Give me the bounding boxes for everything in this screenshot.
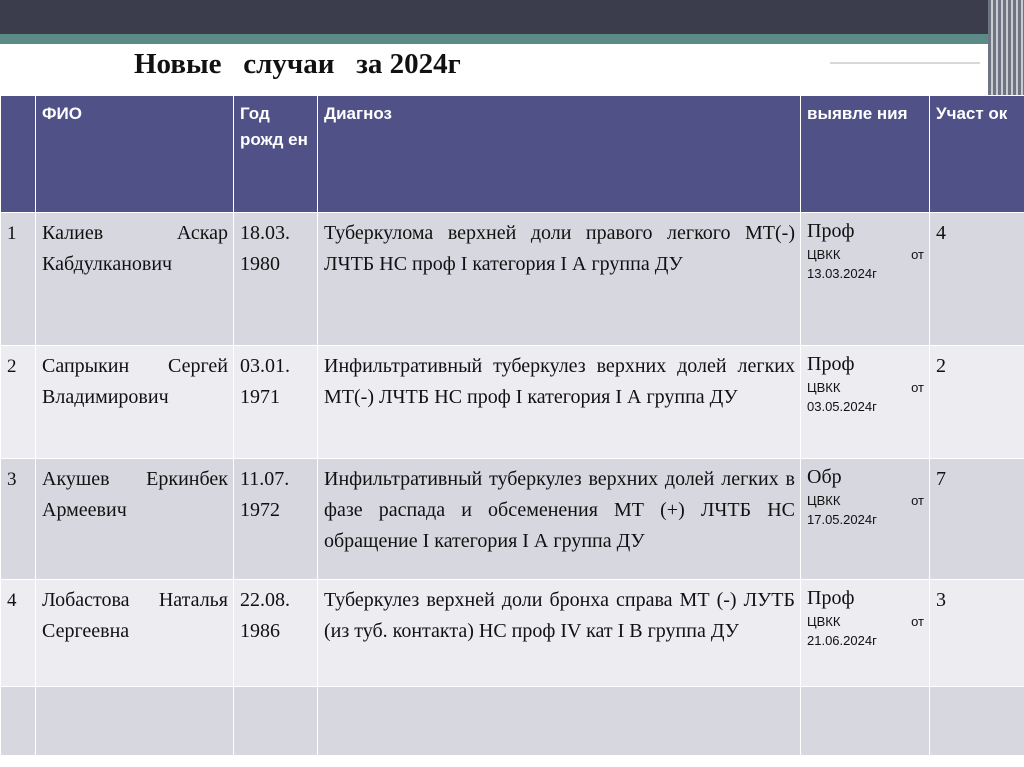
- detection-commission: ЦВКК от: [807, 614, 924, 629]
- patient-name: Калиев Аскар Кабдулканович: [36, 213, 234, 346]
- birth-date: 22.08. 1986: [234, 580, 318, 687]
- diagnosis: Инфильтративный туберкулез верхних долей легких в фазе распада и обсеменения МТ (+) ЛЧТБ НС обращение I категория I А группа ДУ: [318, 459, 801, 580]
- patient-name: Акушев Еркинбек Армеевич: [36, 459, 234, 580]
- detection-cell: [801, 213, 930, 346]
- empty-cell: [318, 687, 801, 756]
- diagnosis: Туберкулез верхней доли бронха справа МТ (-) ЛУТБ (из туб. контакта) НС проф IV кат I В группа ДУ: [318, 580, 801, 687]
- table-row: [1, 213, 1024, 346]
- table-row: [1, 459, 1024, 580]
- teal-decor-band: [0, 34, 1024, 44]
- header-num: [1, 96, 36, 213]
- row-number: 4: [1, 580, 36, 687]
- row-number: 3: [1, 459, 36, 580]
- table-row: [1, 346, 1024, 459]
- detection-type: Проф: [807, 353, 855, 375]
- detection-type: Проф: [807, 587, 855, 609]
- decor-line: [640, 56, 940, 58]
- patient-name: Сапрыкин Сергей Владимирович: [36, 346, 234, 459]
- empty-cell: [234, 687, 318, 756]
- header-district: Участ ок: [930, 96, 1024, 213]
- row-number: 1: [1, 213, 36, 346]
- empty-cell: [801, 687, 930, 756]
- detection-date: 21.06.2024г: [807, 633, 877, 648]
- table-row: [1, 580, 1024, 687]
- header-detection: выявле ния: [801, 96, 930, 213]
- header-fio: ФИО: [36, 96, 234, 213]
- top-decor-bar: [0, 0, 1024, 34]
- decor-line: [610, 52, 950, 54]
- district: 7: [930, 459, 1024, 580]
- diagnosis: Инфильтративный туберкулез верхних долей легких МТ(-) ЛЧТБ НС проф I категория I А группа ДУ: [318, 346, 801, 459]
- detection-type: Обр: [807, 466, 842, 488]
- birth-date: 03.01. 1971: [234, 346, 318, 459]
- empty-cell: [36, 687, 234, 756]
- diagnosis: Туберкулома верхней доли правого легкого МТ(-) ЛЧТБ НС проф I категория I А группа ДУ: [318, 213, 801, 346]
- birth-date: 11.07. 1972: [234, 459, 318, 580]
- detection-commission: ЦВКК от: [807, 380, 924, 395]
- header-birth-year: Год рожд ен: [234, 96, 318, 213]
- header-diagnosis: Диагноз: [318, 96, 801, 213]
- detection-cell: [801, 459, 930, 580]
- decor-line: [830, 62, 980, 64]
- detection-cell: [801, 580, 930, 687]
- empty-row: [1, 687, 1024, 756]
- detection-date: 13.03.2024г: [807, 266, 877, 281]
- detection-cell: [801, 346, 930, 459]
- header-row: [1, 96, 1024, 213]
- detection-type: Проф: [807, 220, 855, 242]
- empty-cell: [1, 687, 36, 756]
- empty-cell: [930, 687, 1024, 756]
- cases-table: [0, 95, 1024, 756]
- district: 4: [930, 213, 1024, 346]
- decor-stripes: [988, 0, 1024, 96]
- birth-date: 18.03. 1980: [234, 213, 318, 346]
- detection-date: 03.05.2024г: [807, 399, 877, 414]
- detection-commission: ЦВКК от: [807, 493, 924, 508]
- page-title: Новые случаи за 2024г: [134, 48, 461, 80]
- patient-name: Лобастова Наталья Сергеевна: [36, 580, 234, 687]
- district: 2: [930, 346, 1024, 459]
- row-number: 2: [1, 346, 36, 459]
- detection-date: 17.05.2024г: [807, 512, 877, 527]
- detection-commission: ЦВКК от: [807, 247, 924, 262]
- district: 3: [930, 580, 1024, 687]
